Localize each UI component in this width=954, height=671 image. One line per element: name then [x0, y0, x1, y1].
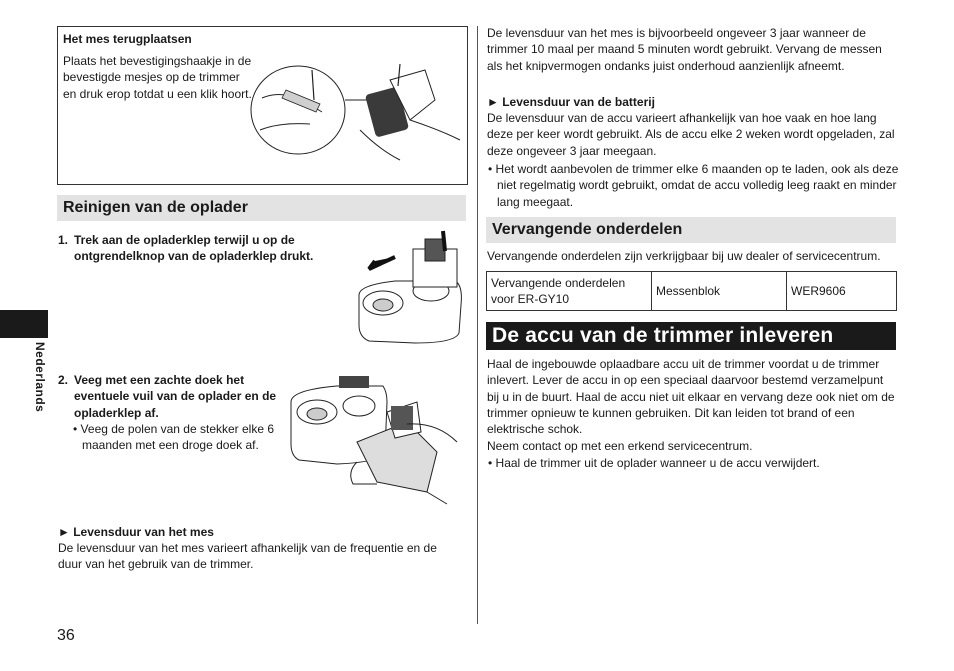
- disposal-contact: Neem contact op met een erkend servicecentrum.: [487, 439, 753, 453]
- step2-number: 2.: [58, 373, 69, 387]
- step2-text: Veeg met een zachte doek het eventuele vuil van de oplader en de opladerklep af.: [74, 373, 277, 420]
- blade-replace-title: Het mes terugplaatsen: [63, 32, 192, 46]
- battery-life-text: De levensduur van de accu varieert afhankelijk van hoe vaak en hoe lang deze per keer wordt gebruikt. Als de accu elke 2 weken wordt opgeladen, zal deze ongeveer 3 jaar meegaan.: [487, 111, 895, 158]
- step1-text: Trek aan de opladerklep terwijl u op de ontgrendelknop van de opladerklep drukt.: [74, 233, 314, 264]
- step1-number: 1.: [58, 233, 69, 247]
- table-cell-name: Messenblok: [652, 272, 787, 311]
- replacement-parts-heading: Vervangende onderdelen: [486, 217, 896, 243]
- battery-life-bullet: • Het wordt aanbevolen de trimmer elke 6 maanden op te laden, ook als deze niet regelmatig wordt gebruikt, omdat de accu volledig leeg raakt en minder lang meegaat.: [488, 162, 899, 209]
- replacement-parts-text: Vervangende onderdelen zijn verkrijgbaar bij uw dealer of servicecentrum.: [487, 249, 881, 263]
- table-cell-code: WER9606: [787, 272, 897, 311]
- table-row: [487, 272, 897, 311]
- language-tab: [0, 310, 48, 338]
- disposal-bullet-text: Haal de trimmer uit de oplader wanneer u de accu verwijdert.: [495, 456, 820, 470]
- blade-life-text: De levensduur van het mes varieert afhankelijk van de frequentie en de duur van het gebruik van de trimmer.: [58, 541, 437, 572]
- charger-wipe-illustration: [287, 372, 467, 510]
- language-label: Nederlands: [33, 342, 47, 413]
- disposal-heading: De accu van de trimmer inleveren: [486, 322, 896, 350]
- battery-life-bullet-text: Het wordt aanbevolen de trimmer elke 6 maanden op te laden, ook als deze niet regelmatig wordt gebruikt, omdat de accu volledig leeg raakt en minder lang meegaat.: [495, 162, 899, 209]
- blade-life-example: De levensduur van het mes is bijvoorbeeld ongeveer 3 jaar wanneer de trimmer 10 maal per maand 5 minuten wordt gebruikt. Vervang de messen als het knipvermogen ondanks juist onderhoud aanzienlijk afneemt.: [487, 26, 882, 73]
- replacement-parts-table: [486, 271, 897, 311]
- disposal-text: Haal de ingebouwde oplaadbare accu uit de trimmer voordat u de trimmer inlevert. Lever de accu in op een speciaal daarvoor bestemd verzamelpunt bij u in de buurt. Haal de accu niet uit elkaar en vervang deze ook niet om de trimmer opnieuw te kunnen gebruiken. Dit kan leiden tot brand of een elektrische schok.: [487, 357, 895, 437]
- column-divider: [477, 26, 478, 624]
- step2-bullet-text: Veeg de polen van de stekker elke 6 maanden met een droge doek af.: [80, 422, 275, 453]
- battery-life-title: ► Levensduur van de batterij: [487, 95, 655, 109]
- step2-bullet: • Veeg de polen van de stekker elke 6 maanden met een droge doek af.: [73, 422, 275, 453]
- cleaning-heading: Reinigen van de oplader: [57, 195, 466, 221]
- disposal-bullet: • Haal de trimmer uit de oplader wanneer u de accu verwijdert.: [488, 456, 820, 470]
- page-number: 36: [57, 627, 75, 644]
- charger-open-illustration: [355, 225, 467, 345]
- table-cell-part: Vervangende onderdelen voor ER-GY10: [487, 272, 652, 311]
- blade-replace-text: Plaats het bevestigingshaakje in de bevestigde mesjes op de trimmer en druk erop totdat u een klik hoort.: [63, 54, 252, 101]
- blade-attach-illustration: [250, 60, 462, 170]
- blade-life-title: ► Levensduur van het mes: [58, 525, 214, 539]
